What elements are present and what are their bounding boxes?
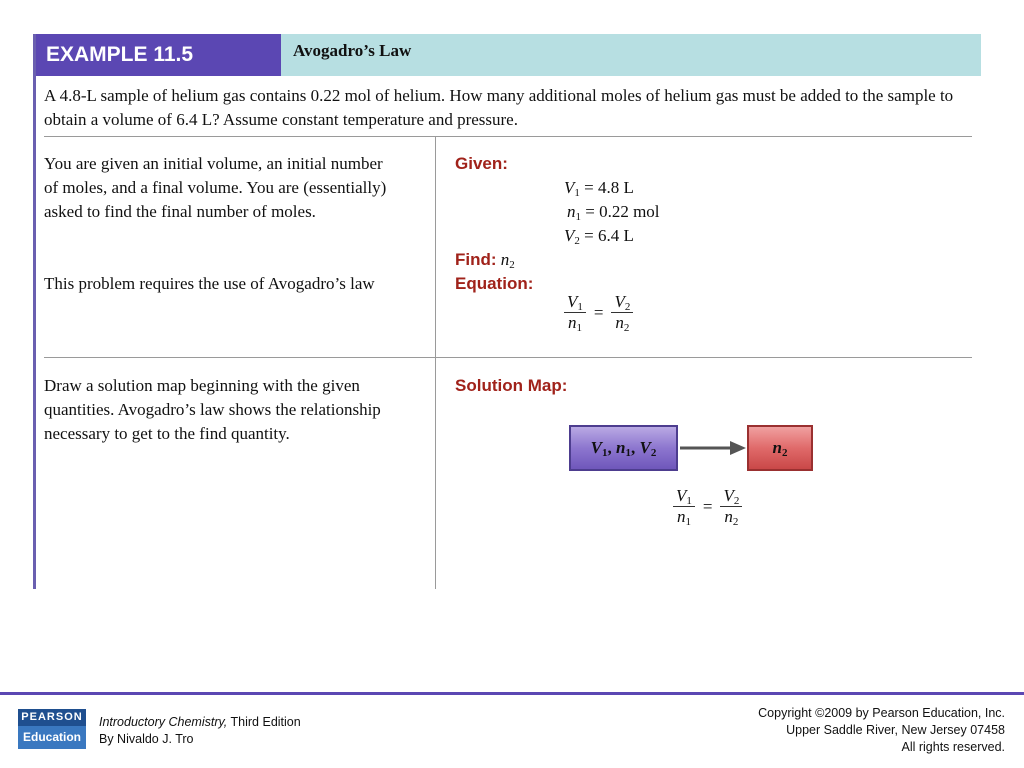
eq-num1-sub: 1	[577, 301, 583, 313]
book-edition: Third Edition	[227, 715, 301, 729]
solution-map-equation	[673, 486, 742, 527]
given-v1-sub: 1	[574, 187, 580, 199]
sm-fraction-right	[720, 486, 742, 527]
given-v1	[564, 176, 634, 200]
given-label: Given:	[455, 154, 508, 173]
sm-fraction-left	[673, 486, 695, 527]
sm-num1-sub: 1	[686, 495, 692, 507]
divider-problem	[44, 136, 972, 137]
start-s2: 1	[625, 447, 631, 459]
eq-den1-sub: 1	[576, 322, 582, 334]
sm-den2: n	[724, 507, 733, 526]
eq-num2-sub: 2	[624, 301, 631, 313]
given-v2	[564, 224, 634, 248]
find-line	[455, 248, 515, 272]
explanation-law: This problem requires the use of Avogadro’s law	[44, 274, 375, 293]
example-left-rule	[33, 34, 36, 589]
copyright-line1: Copyright ©2009 by Pearson Education, Inc.	[758, 706, 1005, 720]
eq-num2: V	[614, 292, 625, 311]
sm-num2: V	[723, 486, 734, 505]
start-sep2: ,	[630, 438, 640, 457]
end-v: n	[772, 438, 782, 457]
column-divider	[435, 136, 436, 589]
given-v1-value: = 4.8 L	[584, 178, 634, 197]
solution-map-label: Solution Map:	[455, 376, 568, 395]
logo-top-text: PEARSON	[18, 709, 86, 726]
copyright-line2: Upper Saddle River, New Jersey 07458	[786, 723, 1005, 737]
start-sep1: ,	[607, 438, 617, 457]
start-s1: 1	[602, 447, 608, 459]
fraction-right	[611, 292, 633, 333]
given-n1	[567, 200, 660, 224]
footer-rule	[0, 692, 1024, 695]
find-sub: 2	[509, 259, 515, 271]
sm-den1-sub: 1	[685, 516, 691, 528]
explanation-solution-map: Draw a solution map beginning with the given quantities. Avogadro’s law shows the relationship necessary to get to the find quantity.	[44, 376, 381, 443]
explanation-given: You are given an initial volume, an initial number of moles, and a final volume. You are (essentially) asked to find the final number of moles.	[44, 154, 387, 221]
sm-num2-sub: 2	[733, 495, 740, 507]
solution-map-arrow-icon	[680, 440, 746, 456]
sm-num1: V	[676, 486, 687, 505]
fraction-left	[564, 292, 586, 333]
find-var: n	[500, 250, 510, 269]
book-citation	[99, 714, 301, 748]
start-v1: V	[590, 438, 603, 457]
sm-den1: n	[676, 507, 686, 526]
copyright-notice	[758, 705, 1005, 756]
given-v2-var: V	[564, 226, 575, 245]
equation-label: Equation:	[455, 274, 534, 293]
end-s: 2	[781, 447, 788, 459]
given-v2-sub: 2	[574, 235, 580, 247]
given-v2-value: = 6.4 L	[584, 226, 634, 245]
eq-num1: V	[567, 292, 578, 311]
logo-bottom-text: Education	[18, 726, 86, 749]
copyright-line3: All rights reserved.	[901, 740, 1005, 754]
solution-map-start-box	[569, 425, 678, 471]
given-v1-var: V	[564, 178, 575, 197]
example-title: Avogadro’s Law	[293, 41, 412, 60]
sm-equals: =	[702, 496, 713, 516]
eq-den1: n	[567, 313, 577, 332]
example-number-label: EXAMPLE 11.5	[36, 34, 281, 76]
eq-den2: n	[615, 313, 624, 332]
equation-avogadro	[564, 292, 633, 333]
solution-map-end-box	[747, 425, 813, 471]
eq-den2-sub: 2	[623, 322, 630, 334]
start-s3: 2	[650, 447, 657, 459]
find-label: Find:	[455, 250, 497, 269]
book-author: By Nivaldo J. Tro	[99, 732, 194, 746]
eq-equals: =	[593, 302, 604, 322]
book-title: Introductory Chemistry,	[99, 715, 228, 729]
example-title-band	[281, 34, 981, 76]
given-n1-sub: 1	[575, 211, 581, 223]
divider-row	[44, 357, 972, 358]
start-v3: V	[639, 438, 651, 457]
given-n1-value: = 0.22 mol	[585, 202, 660, 221]
start-v2: n	[616, 438, 626, 457]
sm-den2-sub: 2	[732, 516, 739, 528]
problem-statement: A 4.8-L sample of helium gas contains 0.22 mol of helium. How many additional moles of helium gas must be added to the sample to obtain a volume of 6.4 L? Assume constant temperature and pressure.	[44, 86, 954, 129]
pearson-logo	[18, 709, 86, 749]
given-n1-var: n	[567, 202, 576, 221]
